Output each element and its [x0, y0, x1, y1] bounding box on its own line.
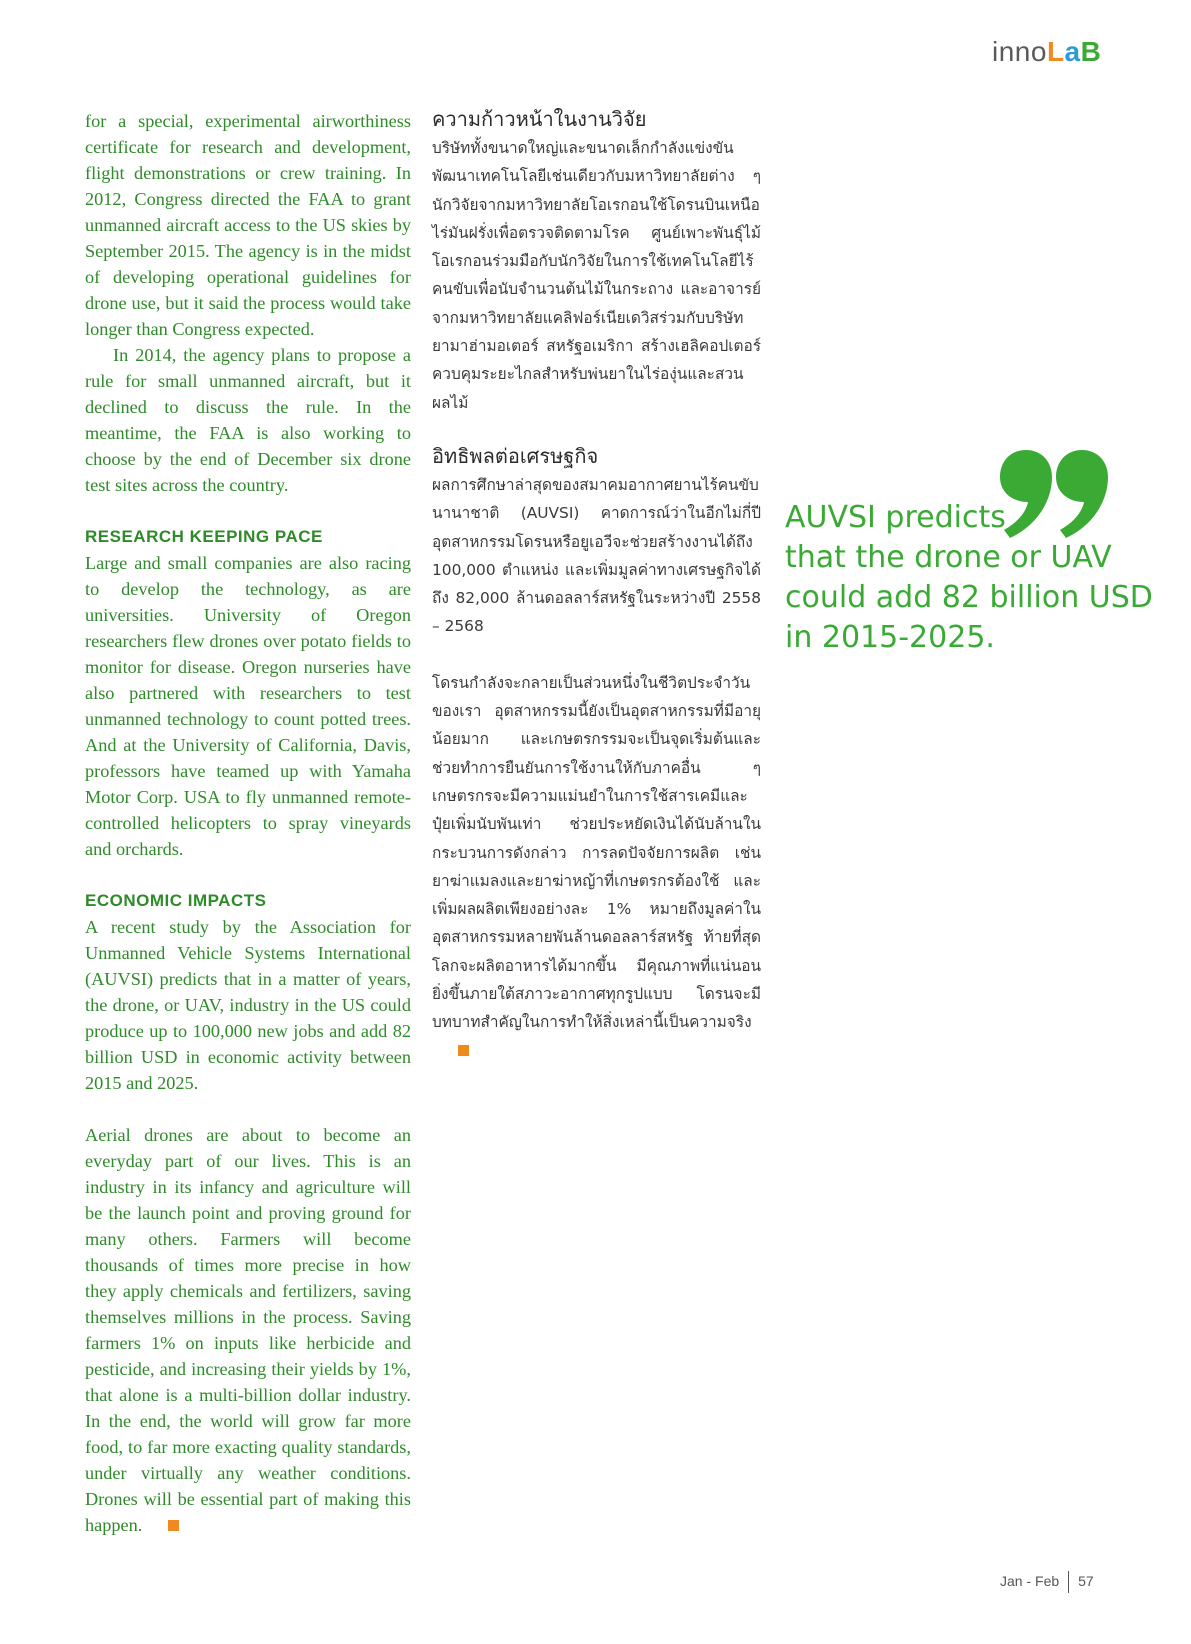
logo-inno: inno — [992, 36, 1047, 67]
logo-l: L — [1046, 36, 1065, 67]
english-paragraph-research: Large and small companies are also racing to develop the technology, as are universities. University of Oregon researchers flew drones over potato fields to monitor for disease. Oregon nurseries have also partnered with researchers to test unmanned technology to count potted trees. And at the University of California, Davis, professors have teamed up with Yamaha Motor Corp. USA to fly unmanned remote-controlled helicopters to spray vineyards and orchards. — [85, 553, 411, 859]
issue-date: Jan - Feb — [1000, 1573, 1060, 1589]
page-number: 57 — [1078, 1573, 1094, 1589]
thai-paragraph-conclusion — [432, 669, 761, 1065]
logo-a: a — [1064, 36, 1081, 67]
thai-paragraph-economic: ผลการศึกษาล่าสุดของสมาคมอากาศยานไร้คนขับนานาชาติ (AUVSI) คาดการณ์ว่าในอีกไม่กี่ปี อุตสาหกรรมโดรนหรือยูเอวีจะช่วยสร้างงานได้ถึง 100,000 ตำแหน่ง และเพิ่มมูลค่าทางเศรษฐกิจได้ถึง 82,000 ล้านดอลลาร์สหรัฐในระหว่างปี 2558 – 2568 — [432, 475, 761, 636]
magazine-logo — [992, 34, 1102, 70]
pull-quote-line-1: AUVSI predicts — [785, 500, 1006, 535]
pull-quote-line-3: could add 82 billion USD — [785, 580, 1153, 615]
thai-end-square-icon — [458, 1045, 469, 1056]
logo-b: B — [1080, 36, 1102, 67]
heading-research-keeping-pace: RESEARCH KEEPING PACE — [85, 527, 323, 546]
end-of-article-square-icon — [168, 1520, 179, 1531]
pull-quote-line-2: that the drone or UAV — [785, 540, 1112, 575]
english-paragraph-economic: A recent study by the Association for Unmanned Vehicle Systems International (AUVSI) predicts that in a matter of years, the drone, or UAV, industry in the US could produce up to 100,000 new jobs and add 82 billion USD in economic activity between 2015 and 2025. — [85, 917, 411, 1093]
pull-quote-line-4: in 2015-2025. — [785, 620, 995, 655]
thai-conclusion-text: โดรนกำลังจะกลายเป็นส่วนหนึ่งในชีวิตประจำวันของเรา อุตสาหกรรมนี้ยังเป็นอุตสาหกรรมที่มีอายุน้อยมาก และเกษตรกรรมจะเป็นจุดเริ่มต้นและช่วยทำการยืนยันการใช้งานให้กับภาคอื่น ๆ เกษตรกรจะมีความแม่นยำในการใช้สารเคมีและปุ๋ยเพิ่มนับพันเท่า ช่วยประหยัดเงินได้นับล้านในกระบวนการดังกล่าว การลดปัจจัยการผลิต เช่น ยาฆ่าแมลงและยาฆ่าหญ้าที่เกษตรกรต้องใช้ และเพิ่มผลผลิตเพียงอย่างละ 1% หมายถึงมูลค่าในอุตสาหกรรมหลายพันล้านดอลลาร์สหรัฐ ท้ายที่สุด โลกจะผลิตอาหารได้มากขึ้น มีคุณภาพที่แน่นอนยิ่งขึ้นภายใต้สภาวะอากาศทุกรูปแบบ โดรนจะมีบทบาทสำคัญในการทำให้สิ่งเหล่านี้เป็นความจริง — [432, 673, 761, 1032]
thai-heading-economic: อิทธิพลต่อเศรษฐกิจ — [432, 443, 599, 468]
thai-heading-research: ความก้าวหน้าในงานวิจัย — [432, 107, 647, 131]
english-paragraph-2: In 2014, the agency plans to propose a rule for small unmanned aircraft, but it declined to discuss the rule. In the meantime, the FAA is also working to choose by the end of December six drone test sites across the country. — [85, 345, 411, 495]
thai-column — [432, 104, 761, 1065]
heading-economic-impacts: ECONOMIC IMPACTS — [85, 891, 267, 910]
pull-quote — [785, 498, 1153, 658]
thai-paragraph-research: บริษัททั้งขนาดใหญ่และขนาดเล็กกำลังแข่งขันพัฒนาเทคโนโลยีเช่นเดียวกับมหาวิทยาลัยต่าง ๆ นักวิจัยจากมหาวิทยาลัยโอเรกอนใช้โดรนบินเหนือไร่มันฝรั่งเพื่อตรวจติดตามโรค ศูนย์เพาะพันธุ์ไม้โอเรกอนร่วมมือกับนักวิจัยในการใช้เทคโนโลยีไร้คนขับเพื่อนับจำนวนต้นไม้ในกระถาง และอาจารย์จากมหาวิทยาลัยแคลิฟอร์เนียเดวิสร่วมกับบริษัทยามาฮ่ามอเตอร์ สหรัฐอเมริกา สร้างเฮลิคอปเตอร์ควบคุมระยะไกลสำหรับพ่นยาในไร่องุ่นและสวนผลไม้ — [432, 139, 761, 412]
page-footer — [1000, 1568, 1150, 1594]
english-paragraph-conclusion — [85, 1122, 411, 1538]
english-conclusion-text: Aerial drones are about to become an everyday part of our lives. This is an industry in its infancy and agriculture will be the launch point and proving ground for many others. Farmers will become thousands of times more precise in how they apply chemicals and fertilizers, saving themselves millions in the process. Saving farmers 1% on inputs like herbicide and pesticide, and increasing their yields by 1%, that alone is a multi-billion dollar industry. In the end, the world will grow far more food, to far more exacting quality standards, under virtually any weather conditions. Drones will be essential part of making this happen. — [85, 1125, 411, 1535]
english-paragraph-1: for a special, experimental airworthiness certificate for research and development, flight demonstrations or crew training. In 2012, Congress directed the FAA to grant unmanned aircraft access to the US skies by September 2015. The agency is in the midst of developing operational guidelines for drone use, but it said the process would take longer than Congress expected. — [85, 111, 411, 339]
english-column — [85, 108, 411, 1538]
footer-divider — [1068, 1571, 1069, 1593]
